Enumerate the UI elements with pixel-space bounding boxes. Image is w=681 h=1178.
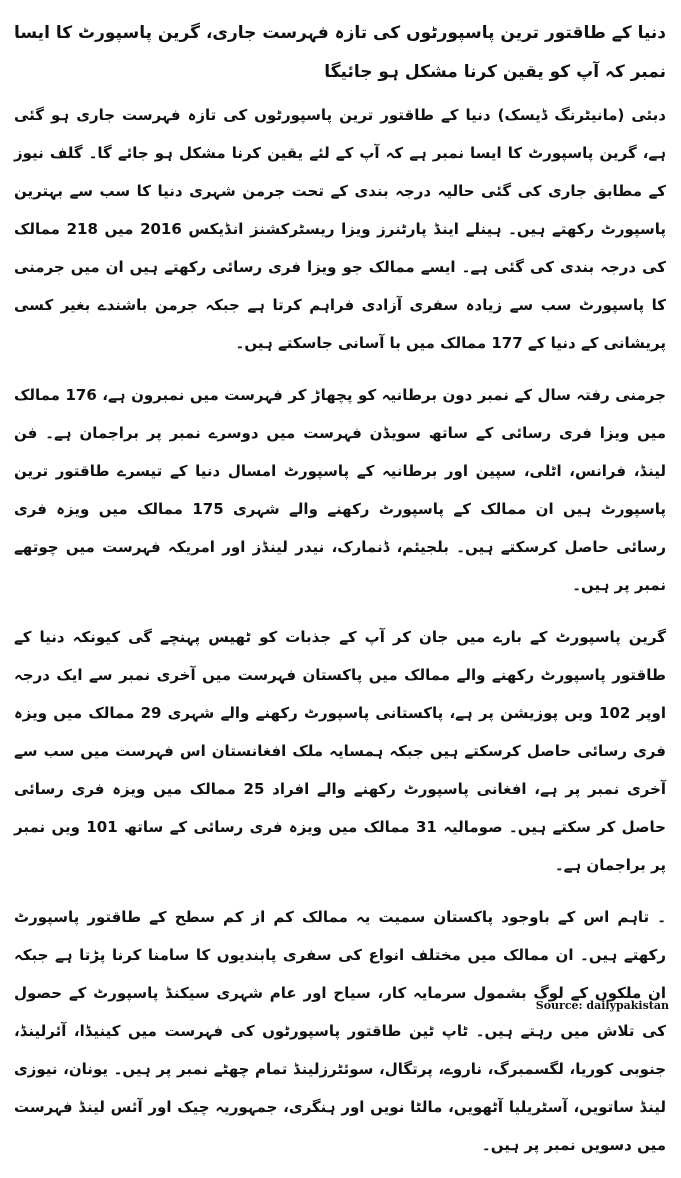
source-credit: Source: dailypakistan bbox=[535, 999, 669, 1012]
article-paragraph: جرمنی رفتہ سال کے نمبر دون برطانیہ کو پچھاڑ کر فہرست میں نمبرون ہے، 176 ممالک میں ویزا فری رسائی کے ساتھ سویڈن فہرست میں دوسرے نمبر پر براجمان ہے۔ فن لینڈ، فرانس، اٹلی، سپین اور برطانیہ کے پاسپورٹ امسال دنیا کے تیسرے طاقتور ترین پاسپورٹ ہیں ان ممالک کے پاسپورٹ رکھنے والے شہری 175 ممالک میں ویزہ فری رسائی حاصل کرسکتے ہیں۔ بلجیئم، ڈنمارک، نیدر لینڈز اور امریکہ فہرست میں چوتھے نمبر پر ہیں۔ bbox=[14, 386, 667, 594]
article-paragraph: دبئی (مانیٹرنگ ڈیسک) دنیا کے طاقتور ترین پاسپورٹوں کی تازہ فہرست جاری ہو گئی ہے، گرین پاسپورٹ کا ایسا نمبر ہے کہ آپ کے لئے یقین کرنا مشکل ہو جائے گا۔ گلف نیوز کے مطابق جاری کی گئی حالیہ درجہ بندی کے تحت جرمن شہری دنیا کا سب سے بہترین پاسپورٹ رکھتے ہیں۔ ہینلے اینڈ پارٹنرز ویزا ریسٹرکشنز انڈیکس 2016 میں 218 ممالک کی درجہ بندی کی گئی ہے۔ ایسے ممالک جو ویزا فری رسائی رکھتے ہیں ان میں جرمنی کا پاسپورٹ سب سے زیادہ سفری آزادی فراہم کرتا ہے جبکہ جرمن باشندے بغیر کسی پریشانی کے دنیا کے 177 ممالک میں با آسانی جاسکتے ہیں۔ bbox=[14, 106, 666, 352]
article-title: دنیا کے طاقتور ترین پاسپورٹوں کی تازہ فہرست جاری، گرین پاسپورٹ کا ایسا نمبر کہ آپ کو یقین کرنا مشکل ہو جائیگا bbox=[14, 23, 666, 82]
article-paragraph: گرین پاسپورٹ کے بارے میں جان کر آپ کے جذبات کو ٹھیس پہنچے گی کیونکہ دنیا کے طاقتور پاسپورٹ رکھنے والے ممالک میں پاکستان فہرست میں آخری نمبر سے ایک درجہ اوپر 102 ویں پوزیشن پر ہے، پاکستانی پاسپورٹ رکھنے والے شہری 29 ممالک میں ویزہ فری رسائی حاصل کرسکتے ہیں جبکہ ہمسایہ ملک افغانستان اس فہرست میں سب سے آخری نمبر پر ہے، افغانی پاسپورٹ رکھنے والے افراد 25 ممالک میں ویزہ فری رسائی حاصل کر سکتے ہیں۔ صومالیہ 31 ممالک میں ویزہ فری رسائی کے ساتھ 101 ویں نمبر پر براجمان ہے۔ bbox=[14, 628, 667, 874]
article-paragraph: ۔ تاہم اس کے باوجود پاکستان سمیت یہ ممالک کم از کم سطح کے طاقتور پاسپورٹ رکھتے ہیں۔ ان ممالک میں مختلف انواع کی سفری پابندیوں کا سامنا کرنا پڑتا ہے جبکہ ان ملکوں کے لوگ بشمول سرمایہ کار، سیاح اور عام شہری سیکنڈ پاسپورٹ کے حصول کی تلاش میں رہتے ہیں۔ ٹاپ ٹین طاقتور پاسپورٹوں کی فہرست میں کینیڈا، آئرلینڈ، جنوبی کوریا، لگسمبرگ، ناروے، پرتگال، سوئٹرزلینڈ تمام چھٹے نمبر پر ہیں۔ یونان، نیوزی لینڈ ساتویں، آسٹریلیا آٹھویں، مالٹا نویں اور ہنگری، جمہوریہ چیک اور آئس لینڈ فہرست میں دسویں نمبر پر ہیں۔ bbox=[14, 908, 666, 1154]
